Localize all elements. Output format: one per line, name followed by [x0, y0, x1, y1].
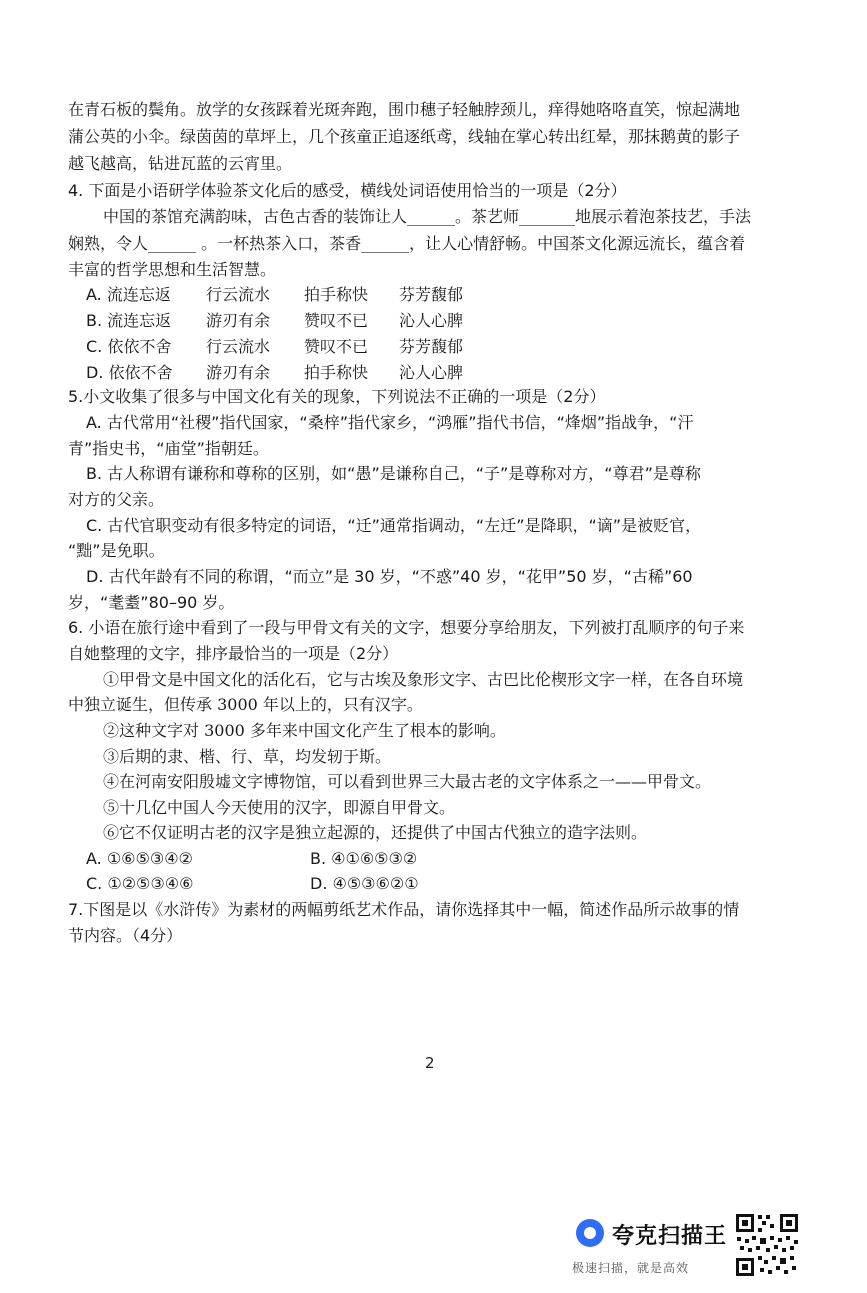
option-word: 拍手称快	[304, 285, 369, 304]
q5-option-c: C. 古代官职变动有很多特定的词语，“迁”通常指调动，“左迁”是降职，“谪”是被贬官，	[86, 516, 702, 535]
option-word: 赞叹不已	[304, 311, 369, 330]
q6-option-c: C. ①②⑤③④⑥	[86, 874, 194, 893]
passage-line: 蒲公英的小伞。绿茵茵的草坪上，几个孩童正追逐纸鸢，线轴在掌心转出红晕，那抹鹅黄的影子	[68, 127, 741, 146]
q4-passage-line: 娴熟，令人______ 。一杯热茶入口，茶香______，让人心情舒畅。中国茶文化源远流长，蕴含着	[68, 234, 746, 253]
watermark-tagline: 极速扫描，就是高效	[572, 1261, 690, 1275]
scanner-watermark	[568, 1215, 728, 1281]
q5-option-a: A. 古代常用“社稷”指代国家，“桑梓”指代家乡，“鸿雁”指代书信，“烽烟”指战争，“汗	[86, 413, 694, 432]
option-word: 芬芳馥郁	[399, 285, 464, 304]
q6-option-d: D. ④⑤③⑥②①	[310, 874, 419, 893]
option-word: 游刃有余	[206, 363, 271, 382]
option-word: D. 依依不舍	[86, 363, 173, 382]
q5-option-b-cont: 对方的父亲。	[68, 490, 165, 509]
q6-sentence-1-cont: 中独立诞生，但传承 3000 年以上的，只有汉字。	[68, 695, 423, 714]
q5-option-b: B. 古人称谓有谦称和尊称的区别，如“愚”是谦称自己，“子”是尊称对方，“尊君”是尊称	[86, 464, 701, 483]
question-4-stem: 4. 下面是小语研学体验茶文化后的感受，横线处词语使用恰当的一项是（2分）	[68, 181, 627, 200]
option-word: 行云流水	[206, 337, 271, 356]
option-word: C. 依依不舍	[86, 337, 172, 356]
q6-sentence-3: ③后期的隶、楷、行、草，均发轫于斯。	[103, 747, 392, 766]
q6-option-b: B. ④①⑥⑤③②	[310, 849, 418, 868]
q4-option-b	[86, 310, 826, 332]
q4-passage-line: 中国的茶馆充满韵味，古色古香的装饰让人______。茶艺师_______地展示着泡茶技艺，手法	[103, 207, 752, 226]
option-word: 拍手称快	[304, 363, 369, 382]
option-word: 沁人心脾	[399, 311, 464, 330]
q4-passage-line: 丰富的哲学思想和生活智慧。	[68, 260, 277, 279]
passage-line: 越飞越高，钻进瓦蓝的云宵里。	[68, 154, 293, 173]
question-6-stem: 6. 小语在旅行途中看到了一段与甲骨文有关的文字，想要分享给朋友，下列被打乱顺序的句子来	[68, 618, 745, 637]
question-7-stem: 7.下图是以《水浒传》为素材的两幅剪纸艺术作品，请你选择其中一幅，简述作品所示故事的情	[68, 900, 740, 919]
q5-option-c-cont: “黜”是免职。	[68, 541, 165, 560]
watermark-name: 夸克扫描王	[612, 1224, 728, 1249]
q5-option-d: D. 古代年龄有不同的称谓，“而立”是 30 岁，“不惑”40 岁，“花甲”50 岁，“古稀”60	[86, 567, 693, 586]
option-word: 行云流水	[206, 285, 271, 304]
page-number: 2	[425, 1054, 435, 1072]
option-word: 芬芳馥郁	[399, 337, 464, 356]
q6-options-row-1	[86, 848, 826, 870]
q6-option-a: A. ①⑥⑤③④②	[86, 849, 193, 868]
quark-logo-icon	[576, 1219, 604, 1247]
option-word: 赞叹不已	[304, 337, 369, 356]
option-word: A. 流连忘返	[86, 285, 171, 304]
question-7-stem-cont: 节内容。（4分）	[68, 926, 183, 945]
q4-option-a	[86, 284, 826, 306]
qr-code-icon	[734, 1212, 800, 1278]
q6-sentence-5: ⑤十几亿中国人今天使用的汉字，即源自甲骨文。	[103, 798, 456, 817]
q6-sentence-6: ⑥它不仅证明古老的汉字是独立起源的，还提供了中国古代独立的造字法则。	[103, 823, 648, 842]
option-word: 沁人心脾	[399, 363, 464, 382]
q5-option-d-cont: 岁，“耄耋”80–90 岁。	[68, 593, 235, 612]
q5-option-a-cont: 青”指史书，“庙堂”指朝廷。	[68, 439, 269, 458]
q4-option-d	[86, 362, 826, 384]
passage-line: 在青石板的鬓角。放学的女孩踩着光斑奔跑，围巾穗子轻触脖颈儿，痒得她咯咯直笑，惊起满地	[68, 100, 741, 119]
q4-option-c	[86, 336, 826, 358]
q6-options-row-2	[86, 873, 826, 895]
q6-sentence-4: ④在河南安阳殷墟文字博物馆，可以看到世界三大最古老的文字体系之一——甲骨文。	[103, 772, 712, 791]
q6-sentence-2: ②这种文字对 3000 多年来中国文化产生了根本的影响。	[103, 721, 506, 740]
option-word: B. 流连忘返	[86, 311, 172, 330]
question-5-stem: 5.小文收集了很多与中国文化有关的现象，下列说法不正确的一项是（2分）	[68, 387, 606, 406]
q6-sentence-1: ①甲骨文是中国文化的活化石，它与古埃及象形文字、古巴比伦楔形文字一样，在各自环境	[103, 670, 744, 689]
question-6-stem-cont: 自她整理的文字，排序最恰当的一项是（2分）	[68, 644, 399, 663]
option-word: 游刃有余	[206, 311, 271, 330]
